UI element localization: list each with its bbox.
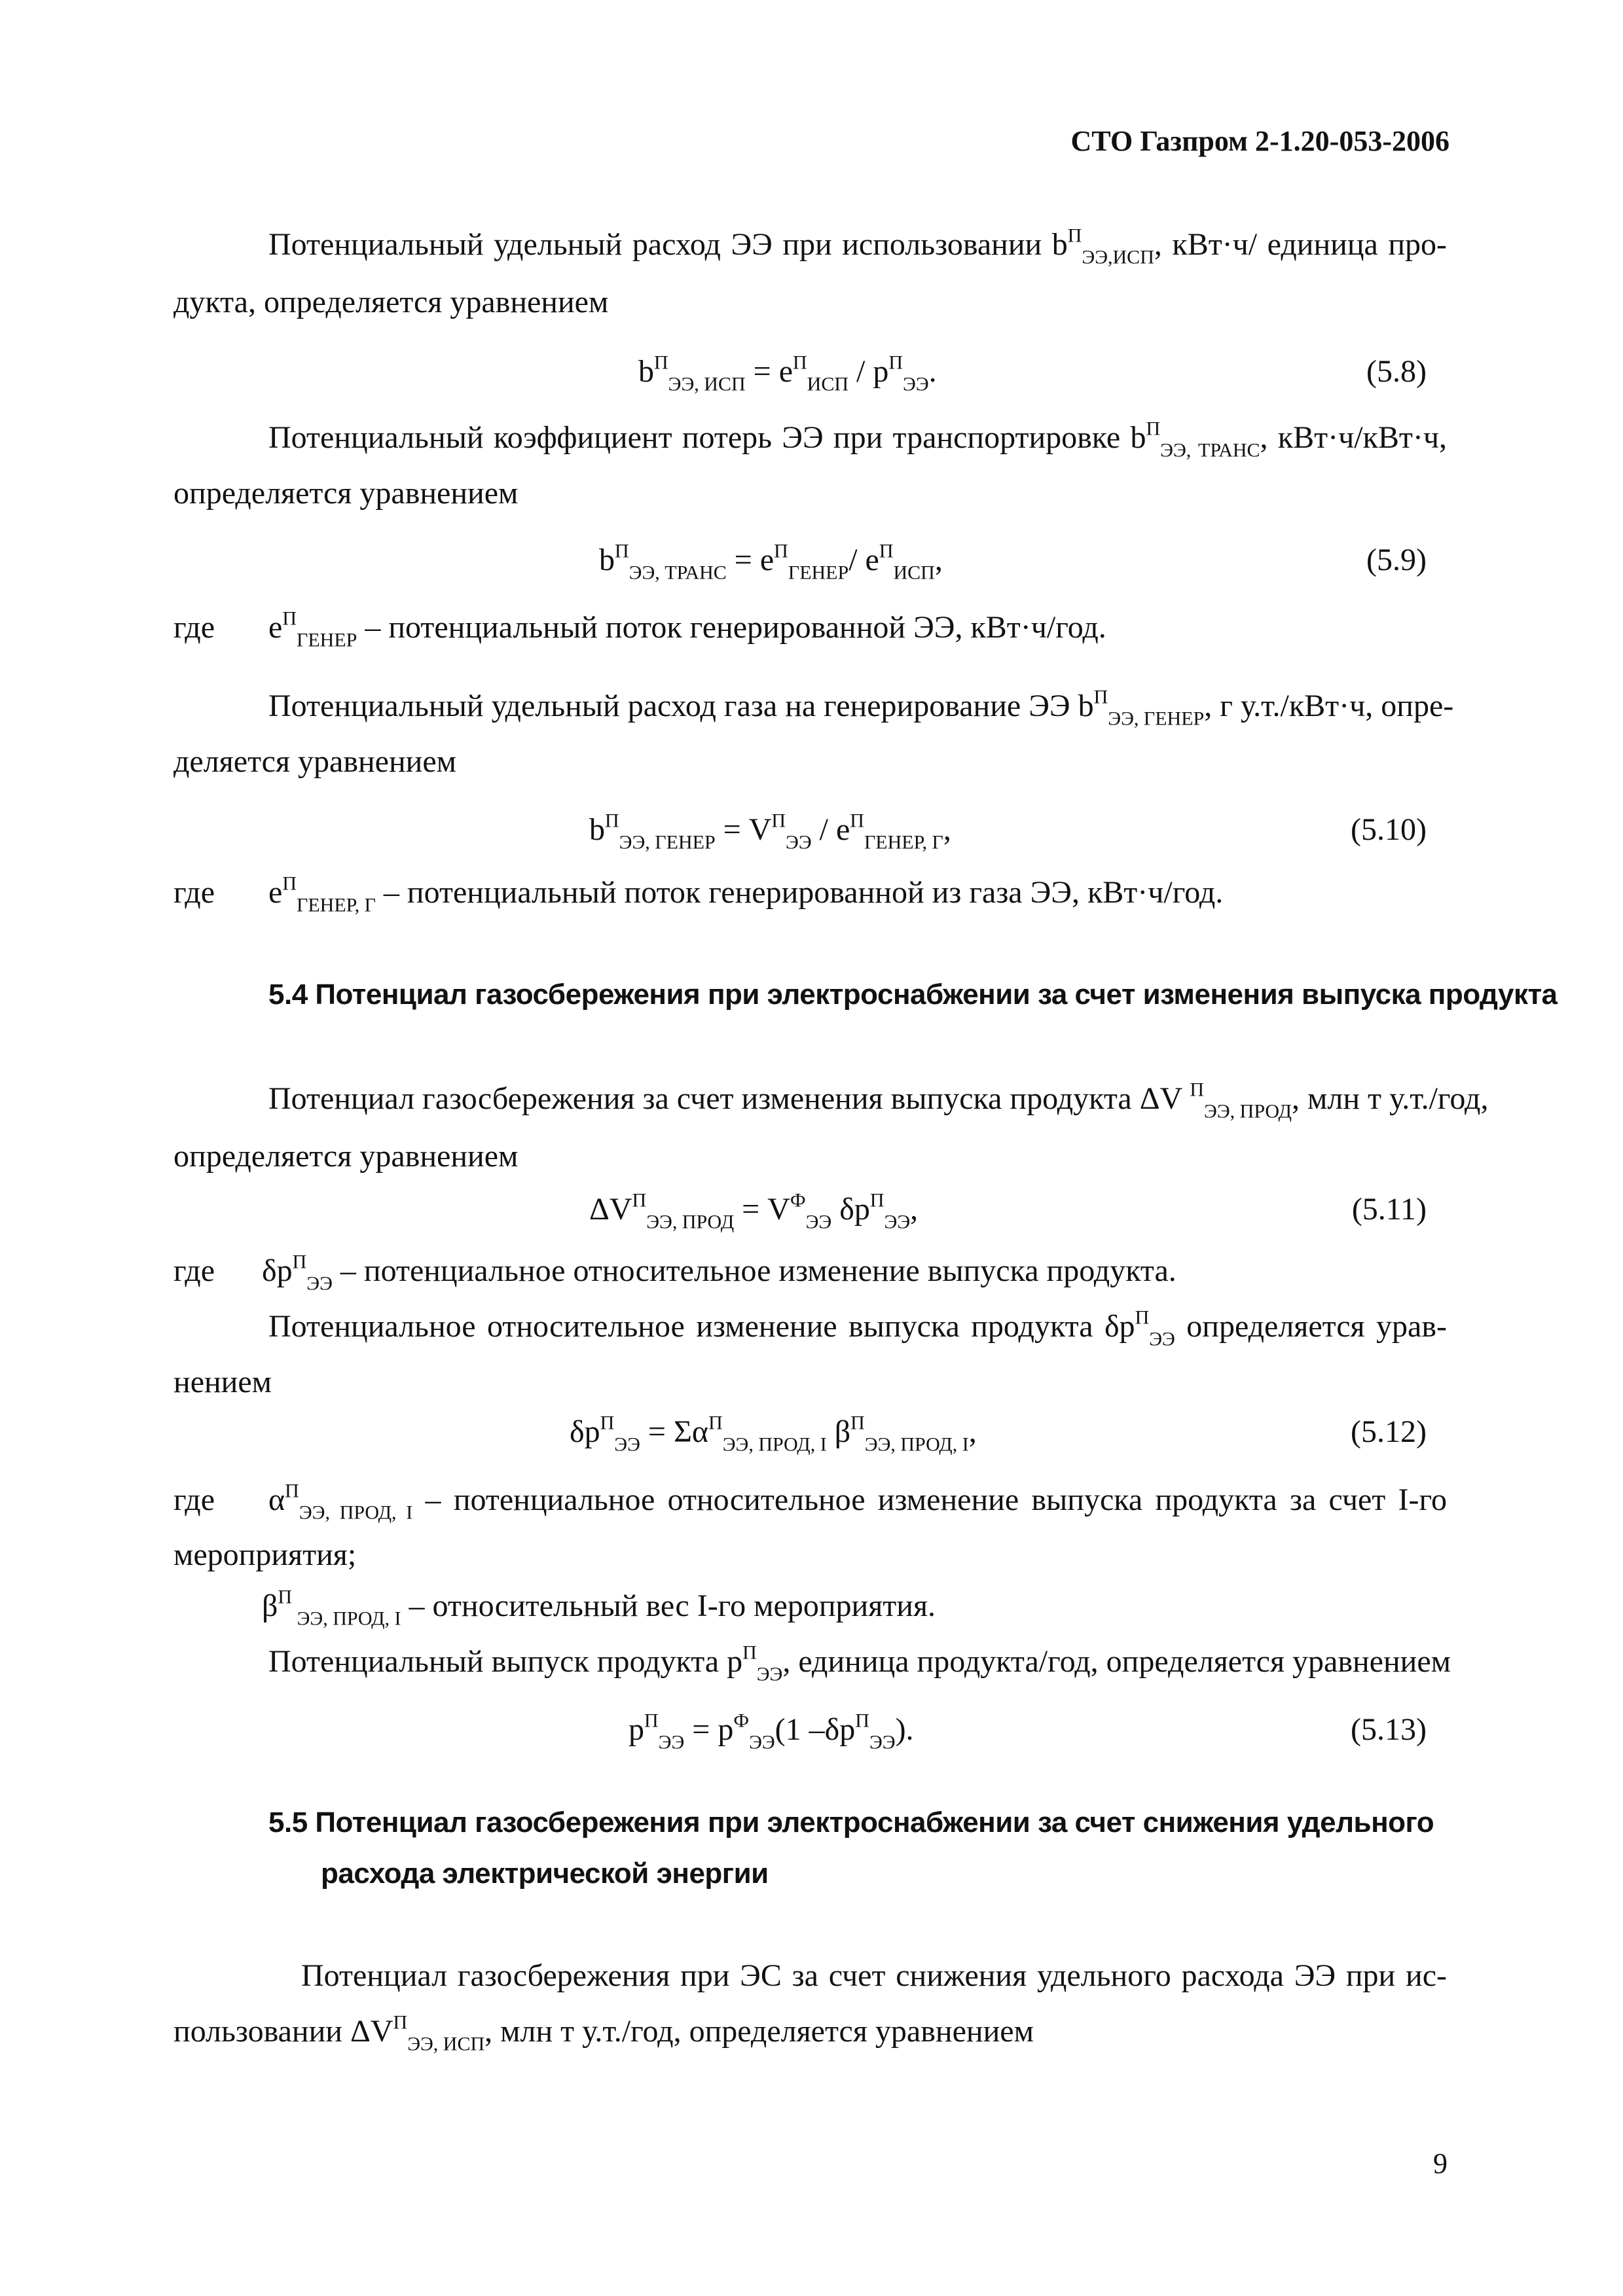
superscript: П	[1067, 224, 1082, 247]
superscript: П	[1135, 1306, 1150, 1329]
equation-5-11	[589, 1189, 919, 1233]
punct: ,	[910, 1192, 919, 1227]
var: = p	[684, 1712, 734, 1747]
subscript: ГЕНЕР	[788, 562, 849, 584]
subscript: ЭЭ	[869, 1731, 896, 1753]
subscript: ЭЭ, ИСП	[407, 2033, 485, 2055]
text: Потенциальный коэффициент потерь ЭЭ при транспортировке b	[268, 420, 1146, 455]
var: = V	[715, 812, 772, 847]
superscript: Ф	[733, 1710, 750, 1732]
punct: ).	[895, 1712, 914, 1747]
text: пользовании ΔV	[173, 2014, 393, 2049]
where-definition	[268, 1480, 1447, 1524]
subscript: ЭЭ, ПРОД, I	[864, 1433, 969, 1456]
superscript: П	[654, 351, 668, 374]
subscript: ИСП	[807, 373, 849, 395]
text: Потенциальный выпуск продукта p	[268, 1644, 743, 1679]
text: – относительный вес I-го мероприятия.	[401, 1588, 936, 1623]
subscript: ЭЭ,ИСП	[1082, 246, 1154, 268]
superscript: П	[1093, 686, 1108, 708]
section-heading: 5.4 Потенциал газосбережения при электроснабжении за счет изменения выпуска продукта	[268, 978, 1558, 1011]
superscript: П	[282, 607, 297, 630]
text: Потенциальный удельный расход газа на генерирование ЭЭ b	[268, 689, 1094, 723]
text: – потенциальный поток генерированной из газа ЭЭ, кВт·ч/год.	[375, 875, 1224, 910]
subscript: ЭЭ	[756, 1663, 783, 1685]
superscript: Ф	[790, 1189, 806, 1211]
subscript: ЭЭ	[903, 373, 929, 395]
equation-5-13	[629, 1710, 914, 1753]
superscript: П	[600, 1412, 615, 1434]
equation-5-8	[638, 351, 937, 395]
var: = Σα	[640, 1414, 709, 1449]
subscript: ЭЭ, ГЕНЕР	[619, 831, 716, 853]
text: , млн т у.т./год,	[1292, 1081, 1489, 1116]
text: – потенциальный поток генерированной ЭЭ, кВт·ч/год.	[357, 610, 1106, 645]
where-label: где	[173, 1482, 215, 1517]
punct: ,	[934, 543, 943, 577]
text: Потенциальное относительное изменение выпуска продукта δp	[268, 1309, 1135, 1344]
var: = V	[734, 1192, 790, 1227]
subscript: ГЕНЕР	[296, 629, 357, 651]
punct: ,	[968, 1414, 977, 1449]
superscript: П	[1190, 1079, 1205, 1101]
where-label: где	[173, 1253, 215, 1288]
var: b	[589, 812, 605, 847]
text: – потенциальное относительное изменение выпуска продукта.	[332, 1253, 1176, 1288]
superscript: П	[282, 872, 297, 895]
superscript: П	[774, 540, 788, 562]
superscript: П	[393, 2011, 408, 2034]
var: α	[268, 1482, 285, 1517]
text: Потенциал газосбережения за счет изменения выпуска продукта ΔV	[268, 1081, 1190, 1116]
superscript: П	[879, 540, 894, 562]
superscript: П	[850, 810, 864, 832]
superscript: П	[615, 540, 629, 562]
equation-number: (5.11)	[1351, 1192, 1427, 1227]
equation-number: (5.10)	[1351, 812, 1427, 847]
where-definition	[268, 872, 1224, 916]
paragraph-line	[268, 224, 1447, 268]
superscript: П	[850, 1412, 865, 1434]
equation-number: (5.9)	[1366, 543, 1427, 577]
subscript: ЭЭ, ТРАНС	[629, 562, 727, 584]
paragraph-line	[173, 2011, 1034, 2055]
subscript: ЭЭ, ПРОД, I	[299, 1501, 413, 1524]
where-definition	[262, 1586, 936, 1630]
text: , кВт·ч/кВт·ч,	[1260, 420, 1447, 455]
text: , г у.т./кВт·ч, опре-	[1204, 689, 1454, 723]
paragraph-line: нением	[173, 1365, 272, 1399]
var: ΔV	[589, 1192, 632, 1227]
subscript: ЭЭ	[1149, 1328, 1175, 1350]
equation-number: (5.12)	[1351, 1414, 1427, 1449]
paragraph-line: определяется уравнением	[173, 1139, 519, 1174]
text: – потенциальное относительное изменение выпуска продукта за счет I-го	[412, 1482, 1447, 1517]
text: , млн т у.т./год, определяется уравнением	[484, 2014, 1034, 2049]
paragraph-line	[268, 1079, 1489, 1122]
superscript: П	[285, 1480, 299, 1502]
var: = e	[745, 354, 793, 389]
superscript: П	[708, 1412, 723, 1434]
superscript: П	[605, 810, 619, 832]
subscript: ИСП	[893, 562, 935, 584]
var: β	[262, 1588, 278, 1623]
var: e	[268, 875, 283, 910]
superscript: П	[632, 1189, 647, 1211]
paragraph-line	[268, 418, 1447, 461]
where-label: где	[173, 875, 215, 910]
paragraph-line	[268, 1306, 1447, 1350]
var: p	[629, 1712, 644, 1747]
superscript: П	[869, 1189, 884, 1211]
paragraph-line	[268, 1641, 1451, 1685]
subscript: ЭЭ, ПРОД	[1204, 1100, 1292, 1122]
punct: ,	[943, 812, 951, 847]
subscript: ЭЭ, ПРОД, I	[722, 1433, 827, 1456]
subscript: ЭЭ, ПРОД	[646, 1211, 735, 1233]
text: , кВт·ч/ единица про-	[1154, 227, 1447, 262]
subscript: ЭЭ, ТРАНС	[1160, 439, 1260, 461]
var: b	[599, 543, 615, 577]
subscript: ЭЭ, ПРОД, I	[292, 1607, 401, 1630]
var: / e	[848, 543, 879, 577]
text: определяется урав-	[1175, 1309, 1447, 1344]
subscript: ЭЭ	[306, 1272, 333, 1295]
superscript: П	[278, 1586, 293, 1608]
section-heading-line2: расхода электрической энергии	[321, 1857, 769, 1890]
equation-5-10	[589, 810, 951, 853]
var: δp	[570, 1414, 600, 1449]
subscript: ГЕНЕР, Г	[296, 894, 376, 916]
var: (1 –δp	[775, 1712, 856, 1747]
page-number: 9	[1433, 2147, 1448, 2179]
superscript: П	[292, 1251, 307, 1273]
var: δp	[831, 1192, 870, 1227]
where-definition	[262, 1251, 1176, 1295]
superscript: П	[1146, 418, 1161, 440]
equation-number: (5.8)	[1366, 354, 1427, 389]
subscript: ЭЭ	[884, 1211, 911, 1233]
paragraph-line: Потенциал газосбережения при ЭС за счет снижения удельного расхода ЭЭ при ис-	[301, 1958, 1447, 1993]
superscript: П	[888, 351, 903, 374]
var: e	[268, 610, 283, 645]
subscript: ЭЭ, ГЕНЕР	[1108, 708, 1205, 730]
document-id-header: СТО Газпром 2-1.20-053-2006	[1070, 125, 1450, 157]
superscript: П	[855, 1710, 869, 1732]
paragraph-line: мероприятия;	[173, 1537, 357, 1572]
punct: .	[928, 354, 937, 389]
equation-5-12	[570, 1412, 977, 1456]
subscript: ЭЭ	[749, 1731, 775, 1753]
var: / e	[811, 812, 850, 847]
subscript: ЭЭ	[805, 1211, 832, 1233]
equation-5-9	[599, 540, 943, 584]
where-label: где	[173, 610, 215, 645]
text: , единица продукта/год, определяется уравнением	[782, 1644, 1451, 1679]
subscript: ЭЭ	[614, 1433, 640, 1456]
where-definition	[268, 607, 1106, 651]
superscript: П	[771, 810, 786, 832]
equation-number: (5.13)	[1351, 1712, 1427, 1747]
var: = e	[726, 543, 775, 577]
var: δp	[262, 1253, 293, 1288]
subscript: ЭЭ	[786, 831, 812, 853]
var: b	[638, 354, 654, 389]
subscript: ЭЭ, ИСП	[668, 373, 746, 395]
var: / p	[848, 354, 889, 389]
subscript: ЭЭ	[658, 1731, 685, 1753]
paragraph-line: дукта, определяется уравнением	[173, 285, 609, 319]
superscript: П	[793, 351, 807, 374]
paragraph-line: определяется уравнением	[173, 476, 519, 511]
subscript: ГЕНЕР, Г	[864, 831, 943, 853]
section-heading: 5.5 Потенциал газосбережения при электроснабжении за счет снижения удельного	[268, 1806, 1434, 1839]
text: Потенциальный удельный расход ЭЭ при использовании b	[268, 227, 1068, 262]
superscript: П	[742, 1641, 757, 1664]
paragraph-line	[268, 686, 1454, 730]
paragraph-line: деляется уравнением	[173, 744, 457, 779]
var: β	[826, 1414, 851, 1449]
superscript: П	[644, 1710, 659, 1732]
